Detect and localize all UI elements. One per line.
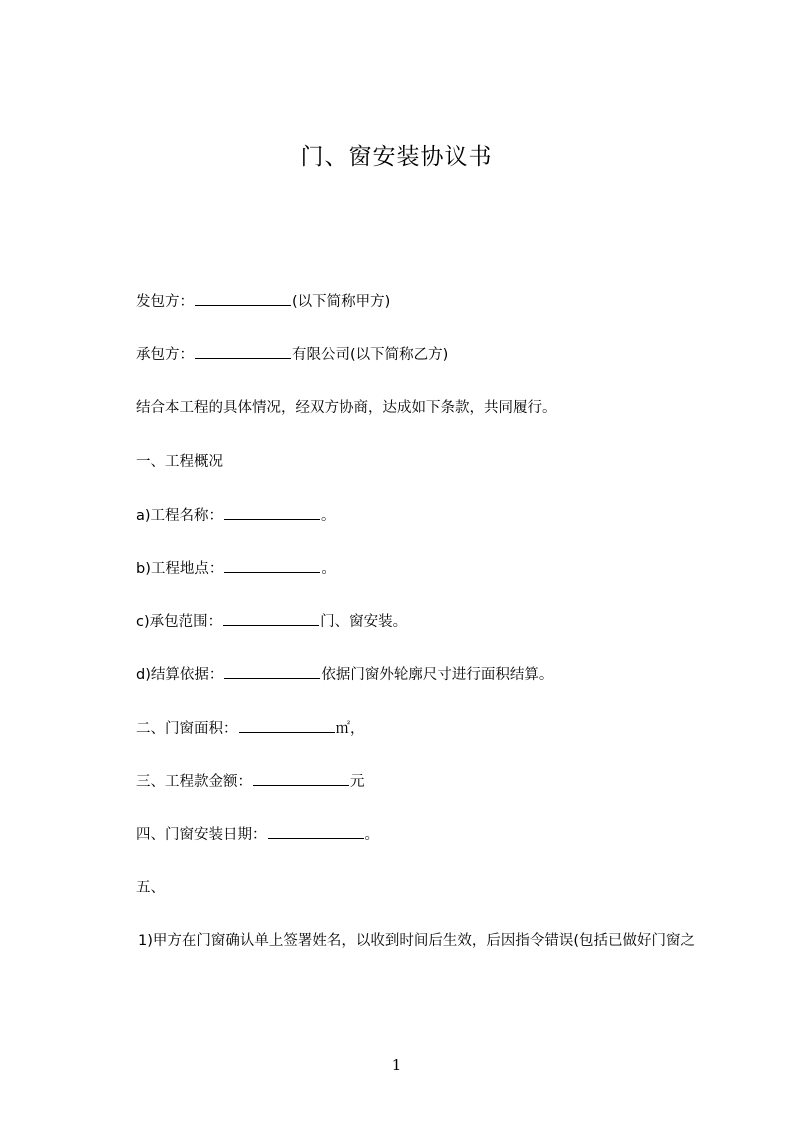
item-b-suffix: 。 (321, 561, 336, 577)
item-d-blank (224, 664, 320, 679)
party-a-label: 发包方： (136, 294, 194, 310)
section-2-suffix: ㎡， (335, 721, 365, 737)
item-c-blank (223, 611, 319, 626)
page-number: 1 (391, 1056, 402, 1074)
item-c-label: c)承包范围： (136, 614, 223, 630)
item-c-suffix: 门、窗安装。 (320, 614, 408, 630)
item-b-line (136, 558, 336, 579)
section-2-line (136, 718, 365, 739)
item-a-label: a)工程名称： (136, 508, 224, 524)
party-a-suffix: (以下简称甲方) (292, 294, 391, 310)
section-1-heading (136, 452, 223, 472)
item-c-line (136, 611, 407, 632)
document-title: 门、窗安装协议书 (300, 144, 493, 170)
item-a-line (136, 505, 336, 526)
section-1-text: 一、工程概况 (136, 454, 223, 470)
section-3-label: 三、工程款金额： (136, 774, 252, 790)
item-d-suffix: 依据门窗外轮廓尺寸进行面积结算。 (321, 667, 554, 683)
section-3-blank (253, 771, 349, 786)
party-b-suffix: 有限公司(以下简称乙方) (292, 347, 449, 363)
section-5-heading (136, 878, 165, 898)
section-4-blank (268, 824, 364, 839)
section-3-suffix: 元 (350, 774, 365, 790)
item-a-blank (224, 505, 320, 520)
section-4-label: 四、门窗安装日期： (136, 827, 267, 843)
section-3-line (136, 771, 365, 792)
intro-text: 结合本工程的具体情况，经双方协商，达成如下条款，共同履行。 (136, 400, 557, 416)
item-b-label: b)工程地点： (136, 561, 224, 577)
section-4-suffix: 。 (364, 827, 379, 843)
party-a-blank (195, 291, 291, 306)
section-2-label: 二、门窗面积： (136, 721, 238, 737)
party-a-line (136, 291, 390, 312)
section-2-blank (239, 718, 335, 733)
intro-line (136, 398, 557, 418)
section-4-line (136, 824, 379, 845)
item-a-suffix: 。 (321, 508, 336, 524)
party-b-label: 承包方： (136, 347, 194, 363)
item-d-label: d)结算依据： (136, 667, 224, 683)
section-5-text: 五、 (136, 880, 165, 896)
item-d-line (136, 664, 553, 685)
party-b-blank (195, 344, 291, 359)
item-b-blank (224, 558, 320, 573)
clause-1-paragraph: 1)甲方在门窗确认单上签署姓名，以收到时间后生效，后因指令错误(包括已做好门窗之 (138, 933, 696, 949)
party-b-line (136, 344, 448, 365)
